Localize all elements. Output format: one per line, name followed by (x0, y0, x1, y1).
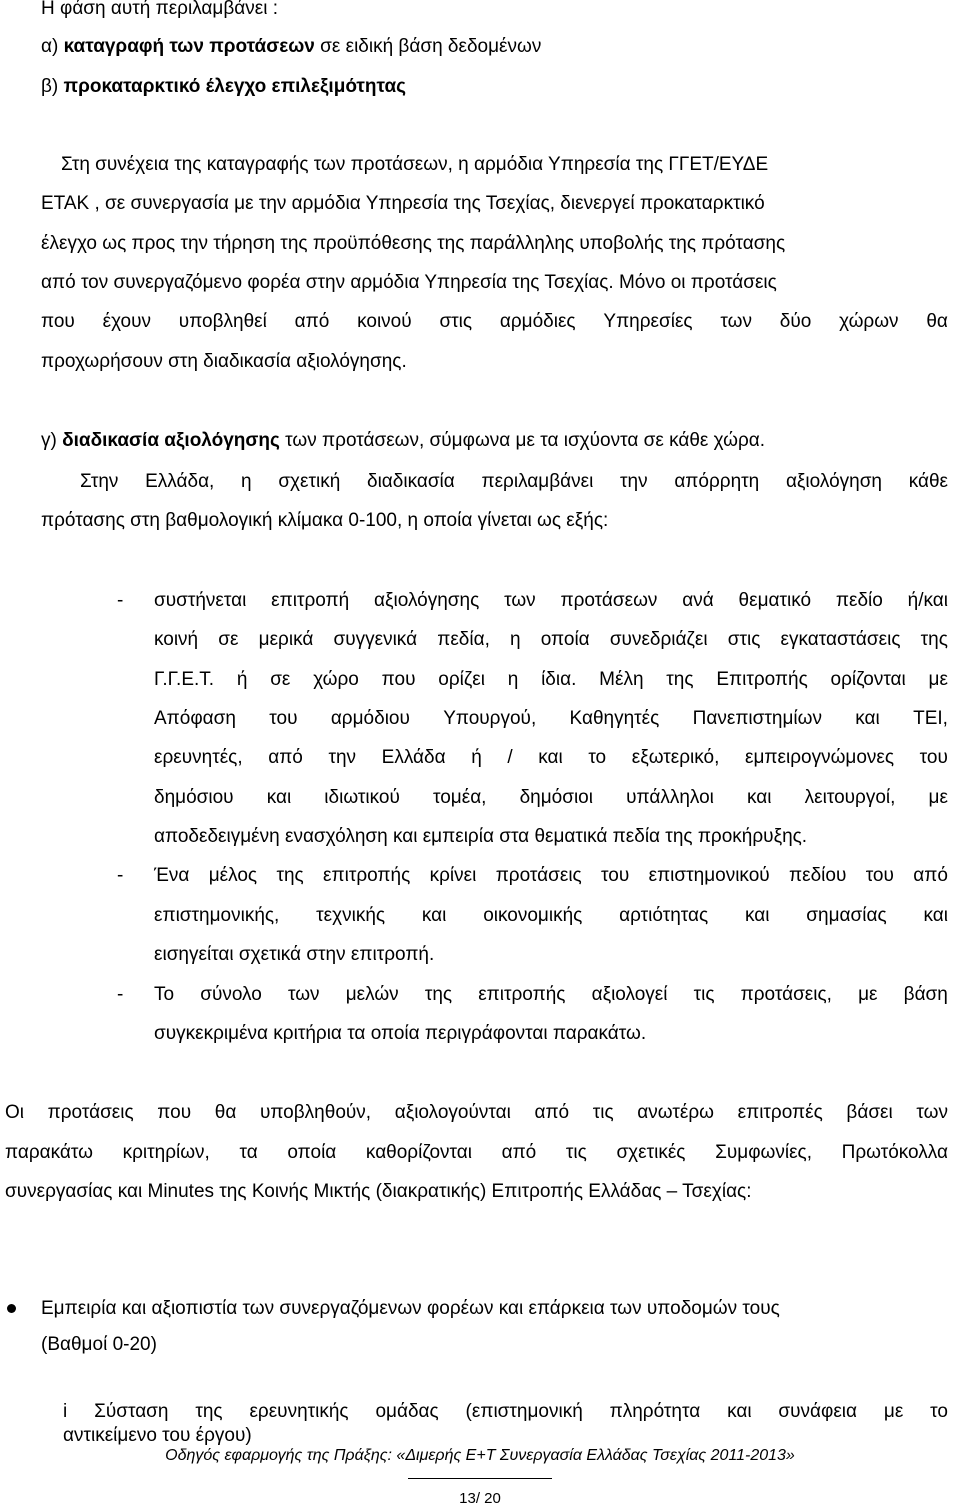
item-a: α) καταγραφή των προτάσεων σε ειδική βάση δεδομένων (41, 36, 542, 57)
bullet-icon (7, 1304, 16, 1313)
para2-line: Στην Ελλάδα, η σχετική διαδικασία περιλαμβάνει την απόρρητη αξιολόγηση κάθε (80, 471, 948, 492)
dash2-line: Ένα μέλος της επιτροπής κρίνει προτάσεις του επιστημονικού πεδίου του από (154, 865, 948, 886)
dash1-line: αποδεδειγμένη ενασχόληση και εμπειρία στα θεματικά πεδία της προκήρυξης. (154, 826, 808, 847)
dash1-line: συστήνεται επιτροπή αξιολόγησης των προτάσεων ανά θεματικό πεδίο ή/και (154, 590, 948, 611)
dash3-line: Το σύνολο των μελών της επιτροπής αξιολογεί τις προτάσεις, με βάση (154, 984, 948, 1005)
footer-rule (408, 1478, 552, 1479)
para3-line: Οι προτάσεις που θα υποβληθούν, αξιολογούνται από τις ανωτέρω επιτροπές βάσει των (5, 1102, 948, 1123)
bullet-line: Εμπειρία και αξιοπιστία των συνεργαζόμενων φορέων και επάρκεια των υποδομών τους (41, 1298, 780, 1319)
dash2-line: επιστημονικής, τεχνικής και οικονομικής αρτιότητας και σημασίας και (154, 905, 948, 926)
para2-line: πρότασης στη βαθμολογική κλίμακα 0-100, η οποία γίνεται ως εξής: (41, 510, 609, 531)
para1-line: από τον συνεργαζόμενο φορέα στην αρμόδια Υπηρεσία της Τσεχίας. Μόνο οι προτάσεις (41, 272, 777, 293)
dash-marker: - (117, 590, 124, 611)
item-c: γ) διαδικασία αξιολόγησης των προτάσεων, σύμφωνα με τα ισχύοντα σε κάθε χώρα. (41, 430, 766, 451)
dash-marker: - (117, 865, 124, 886)
document-footer: Οδηγός εφαρμογής της Πράξης: «Διμερής Ε+Τ Συνεργασία Ελλάδας Τσεχίας 2011-2013» (165, 1447, 795, 1464)
para1-line: Στη συνέχεια της καταγραφής των προτάσεων, η αρμόδια Υπηρεσία της ΓΓΕΤ/ΕΥΔΕ (61, 154, 769, 175)
para3-line: παρακάτω κριτηρίων, τα οποία καθορίζονται από τις σχετικές Συμφωνίες, Πρωτόκολλα (5, 1142, 948, 1163)
dash1-line: κοινή σε μερικά συγγενικά πεδία, η οποία συνεδριάζει στις εγκαταστάσεις της (154, 629, 948, 650)
dash3-line: συγκεκριμένα κριτήρια τα οποία περιγράφονται παρακάτω. (154, 1023, 647, 1044)
para1-line: ΕΤΑΚ , σε συνεργασία με την αρμόδια Υπηρεσία της Τσεχίας, διενεργεί προκαταρκτικό (41, 193, 765, 214)
item-b: β) προκαταρκτικό έλεγχο επιλεξιμότητας (41, 76, 407, 97)
bullet-line: (Βαθμοί 0-20) (41, 1334, 157, 1355)
para1-line: προχωρήσουν στη διαδικασία αξιολόγησης. (41, 351, 407, 372)
dash1-line: Απόφαση του αρμόδιου Υπουργού, Καθηγητές Πανεπιστημίων και ΤΕΙ, (154, 708, 948, 729)
item-a-title: καταγραφή των προτάσεων (63, 36, 315, 57)
item-b-title: προκαταρκτικό έλεγχο επιλεξιμότητας (63, 76, 407, 97)
dash1-line: ερευνητές, από την Ελλάδα ή / και το εξωτερικό, εμπειρογνώμονες του (154, 747, 948, 768)
dash1-line: δημόσιου και ιδιωτικού τομέα, δημόσιοι υπάλληλοι και λειτουργοί, με (154, 787, 948, 808)
para3-line: συνεργασίας και Minutes της Κοινής Μικτής (διακρατικής) Επιτροπής Ελλάδας – Τσεχίας: (5, 1181, 752, 1202)
dash2-line: εισηγείται σχετικά στην επιτροπή. (154, 944, 435, 965)
dash1-line: Γ.Γ.Ε.Τ. ή σε χώρο που ορίζει η ίδια. Μέλη της Επιτροπής ορίζονται με (154, 669, 948, 690)
page-number: 13/ 20 (459, 1490, 501, 1507)
para1-line: που έχουν υποβληθεί από κοινού στις αρμόδιες Υπηρεσίες των δύο χώρων θα (41, 311, 948, 332)
item-c-title: διαδικασία αξιολόγησης (62, 430, 280, 451)
dash-marker: - (117, 984, 124, 1005)
intro-line: Η φάση αυτή περιλαμβάνει : (41, 0, 279, 19)
para1-line: έλεγχο ως προς την τήρηση της προϋπόθεσης της παράλληλης υποβολής της πρότασης (41, 233, 786, 254)
item-i-line: i Σύσταση της ερευνητικής ομάδας (επιστημονική πληρότητα και συνάφεια με το (63, 1401, 948, 1422)
item-i-line: αντικείμενο του έργου) (63, 1425, 252, 1446)
